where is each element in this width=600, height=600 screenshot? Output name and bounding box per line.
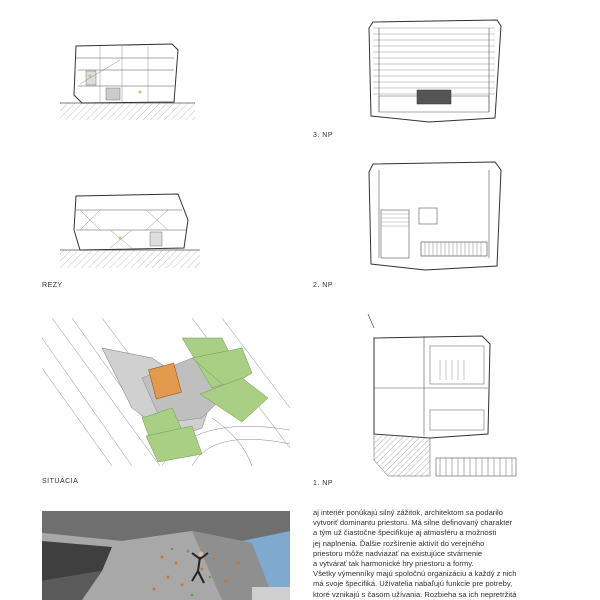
body-line-1: aj interiér ponúkajú silný zážitok, architektom sa podarilo <box>313 508 503 517</box>
caption-sections: REZY <box>42 282 63 289</box>
caption-site: SITUÁCIA <box>42 478 79 485</box>
body-line-8: má svoje špecifiká. Užívatelia nabaľujú funkcie pre potreby, <box>313 579 513 589</box>
floor-plan-2 <box>365 160 505 272</box>
floor-plan-1 <box>360 310 520 478</box>
caption-floor-2: 2. NP <box>313 282 334 289</box>
caption-floor-3: 3. NP <box>313 132 334 139</box>
body-line-2: vytvoriť dominantu priestoru. Má silne definovaný charakter <box>313 518 513 528</box>
body-line-4: jej naplnenia. Ďalšie rozšírenie aktivít do verejného <box>313 538 485 548</box>
floor-plan-3 <box>365 18 505 123</box>
site-plan <box>42 318 290 466</box>
body-text <box>313 508 593 600</box>
body-line-9: ktoré vznikajú s časom užívania. Rozbieha sa ich nepretržitá <box>313 589 517 599</box>
section-drawing-lower <box>60 190 200 270</box>
body-line-7: Všetky výmenníky majú spoločnú organizáciu a každý z nich <box>313 569 517 579</box>
section-drawing-upper <box>60 40 195 122</box>
body-line-5: priestoru môže nadviazať na existujúce stvárnenie <box>313 548 483 558</box>
climbing-wall-photo <box>42 511 290 600</box>
body-line-6: a vytvárať tak harmonické hry priestoru a formy. <box>313 559 474 569</box>
caption-floor-1: 1. NP <box>313 480 334 487</box>
body-line-3: a tým už čiastočne špecifikuje aj atmosféru a možnosti <box>313 528 497 538</box>
